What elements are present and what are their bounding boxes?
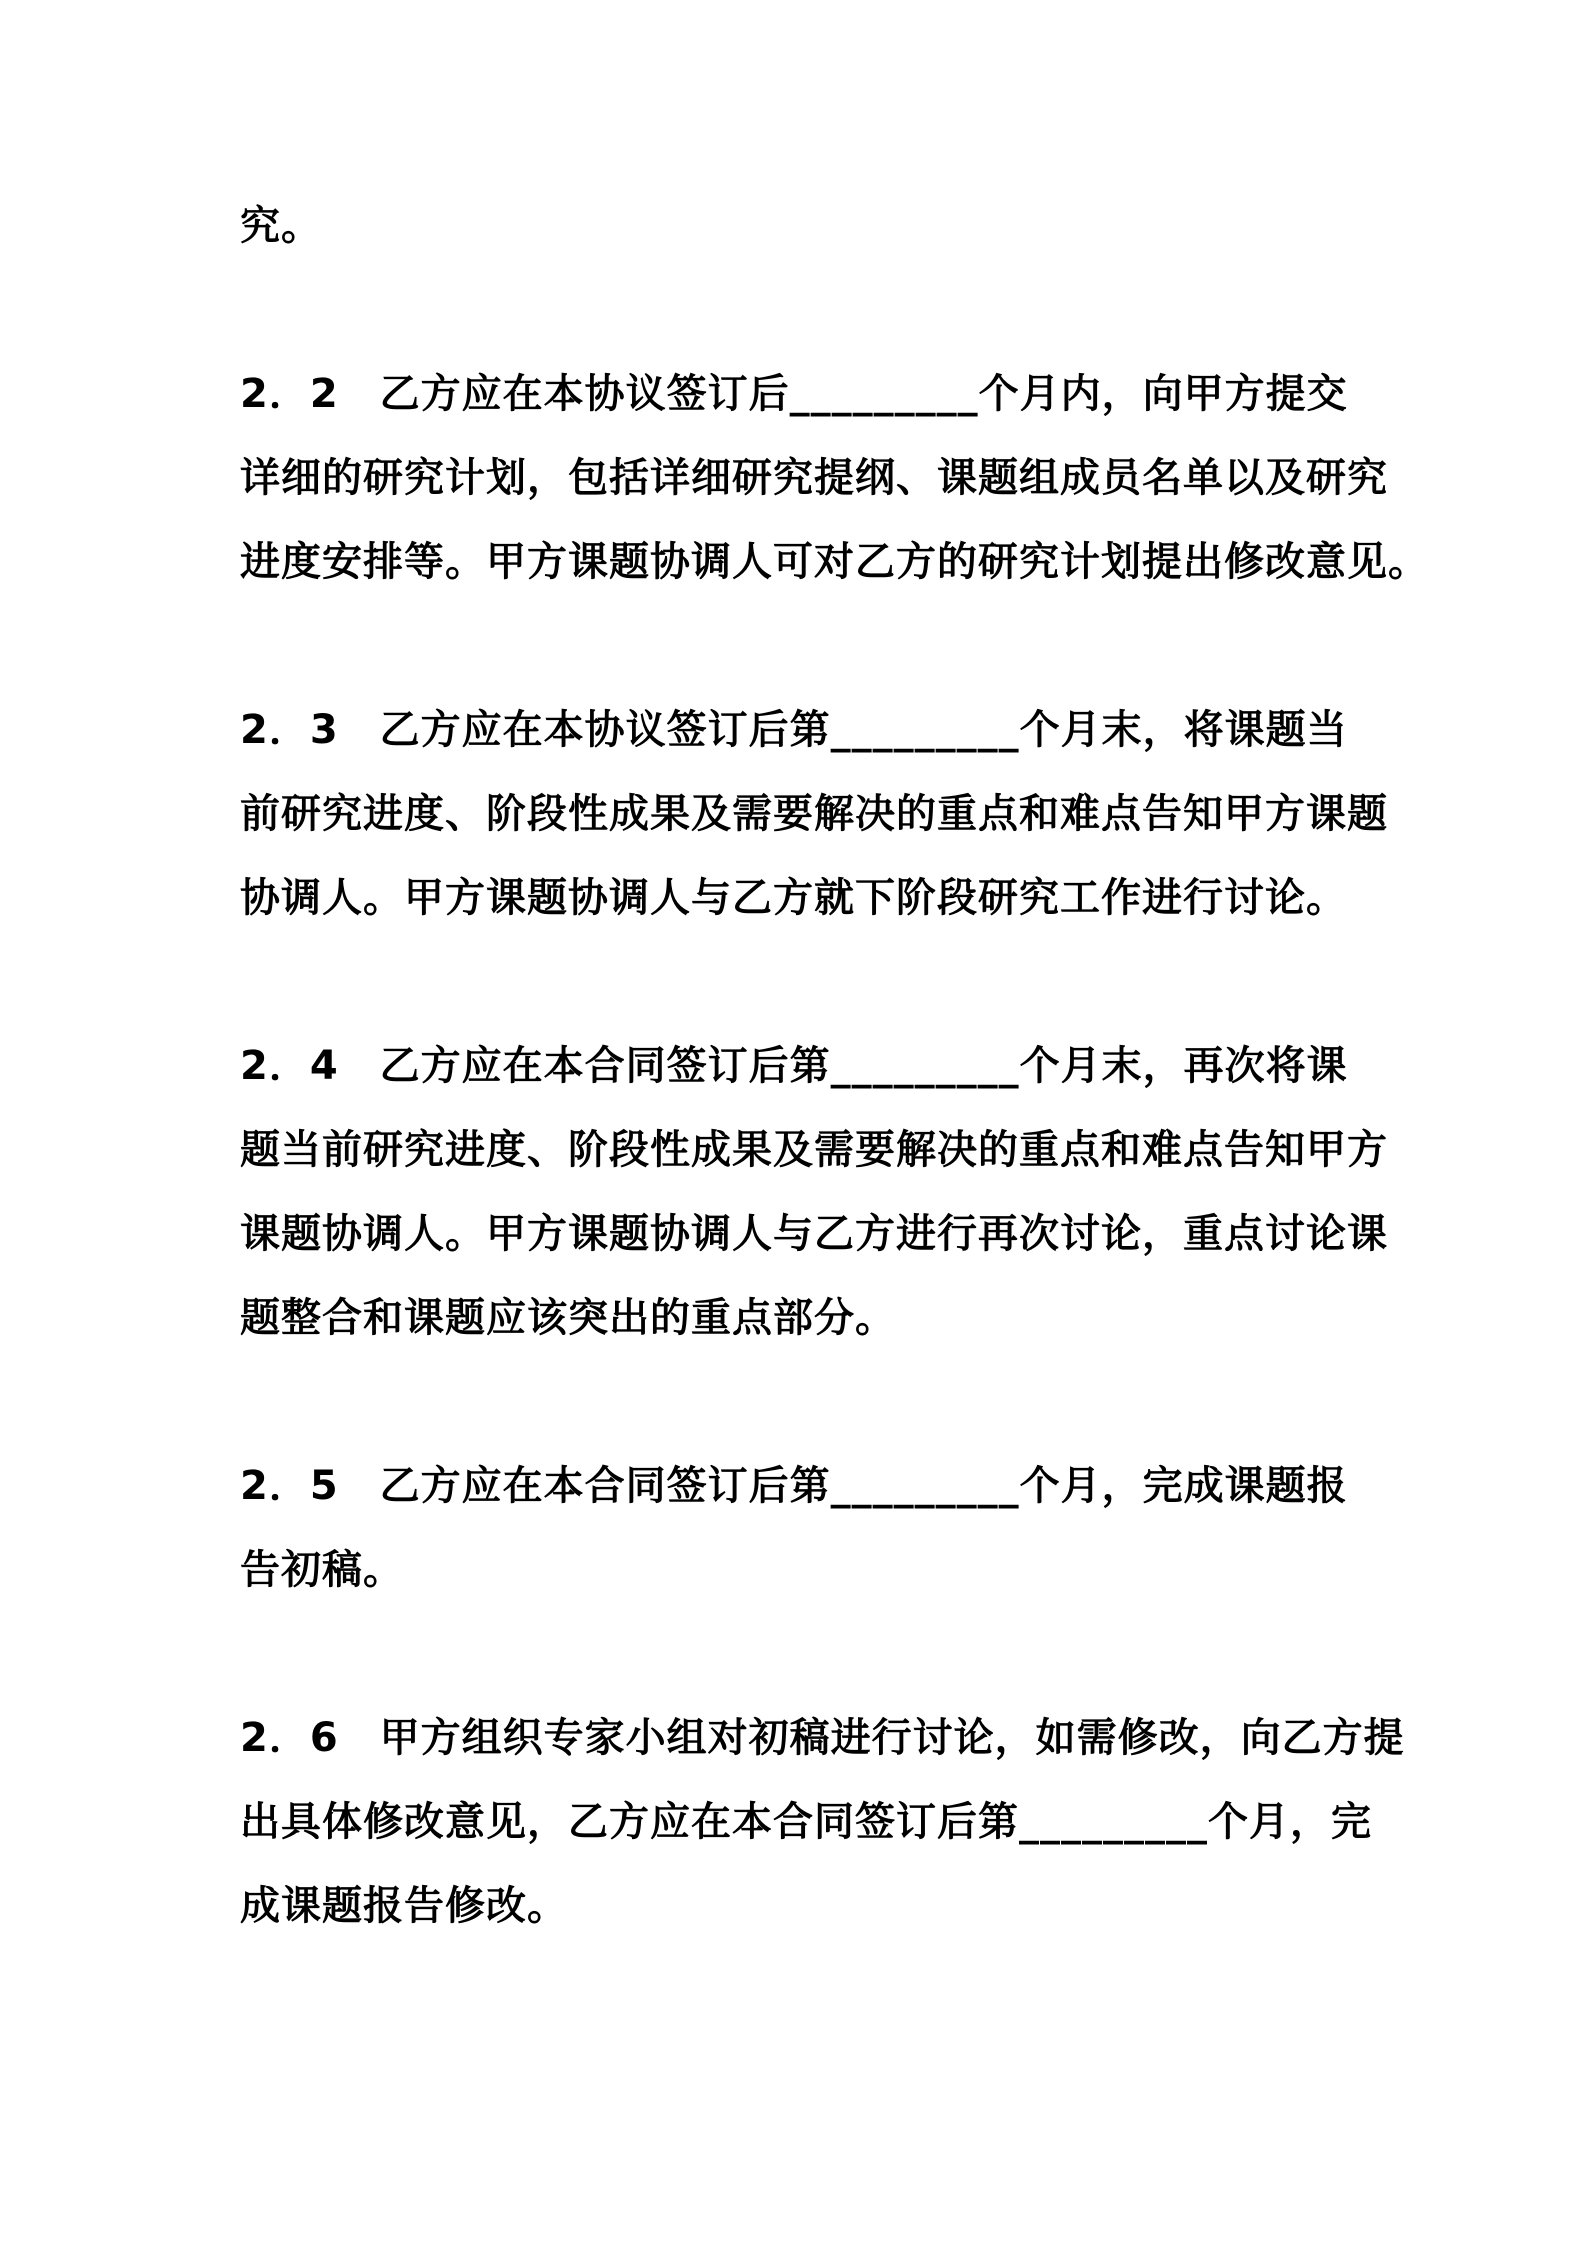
paragraph-continuation (240, 184, 1360, 268)
paragraph-clause-2-2 (240, 352, 1429, 604)
text-line: 告初稿。 (240, 1547, 404, 1593)
text-line: 协调人。甲方课题协调人与乙方就下阶段研究工作进行讨论。 (240, 875, 1347, 921)
paragraph-clause-2-4 (240, 1024, 1388, 1360)
text-line: 2．2 乙方应在本协议签订后_________个月内，向甲方提交 (240, 371, 1348, 417)
text-line: 成课题报告修改。 (240, 1883, 568, 1929)
text-line: 出具体修改意见，乙方应在本合同签订后第_________个月，完 (240, 1799, 1372, 1845)
paragraph-clause-2-6 (240, 1696, 1405, 1948)
text-line: 课题协调人。甲方课题协调人与乙方进行再次讨论，重点讨论课 (240, 1211, 1388, 1257)
text-line: 进度安排等。甲方课题协调人可对乙方的研究计划提出修改意见。 (240, 539, 1429, 585)
text-line: 2．6 甲方组织专家小组对初稿进行讨论，如需修改，向乙方提 (240, 1715, 1405, 1761)
text-line: 究。 (240, 203, 322, 249)
text-line: 题当前研究进度、阶段性成果及需要解决的重点和难点告知甲方 (240, 1127, 1388, 1173)
text-line: 2．5 乙方应在本合同签订后第_________个月，完成课题报 (240, 1463, 1348, 1509)
text-line: 2．3 乙方应在本协议签订后第_________个月末，将课题当 (240, 707, 1348, 753)
paragraph-clause-2-3 (240, 688, 1388, 940)
paragraph-clause-2-5 (240, 1444, 1360, 1612)
text-line: 前研究进度、阶段性成果及需要解决的重点和难点告知甲方课题 (240, 791, 1388, 837)
text-line: 题整合和课题应该突出的重点部分。 (240, 1295, 896, 1341)
text-line: 详细的研究计划，包括详细研究提纲、课题组成员名单以及研究 (240, 455, 1388, 501)
text-line: 2．4 乙方应在本合同签订后第_________个月末，再次将课 (240, 1043, 1348, 1089)
